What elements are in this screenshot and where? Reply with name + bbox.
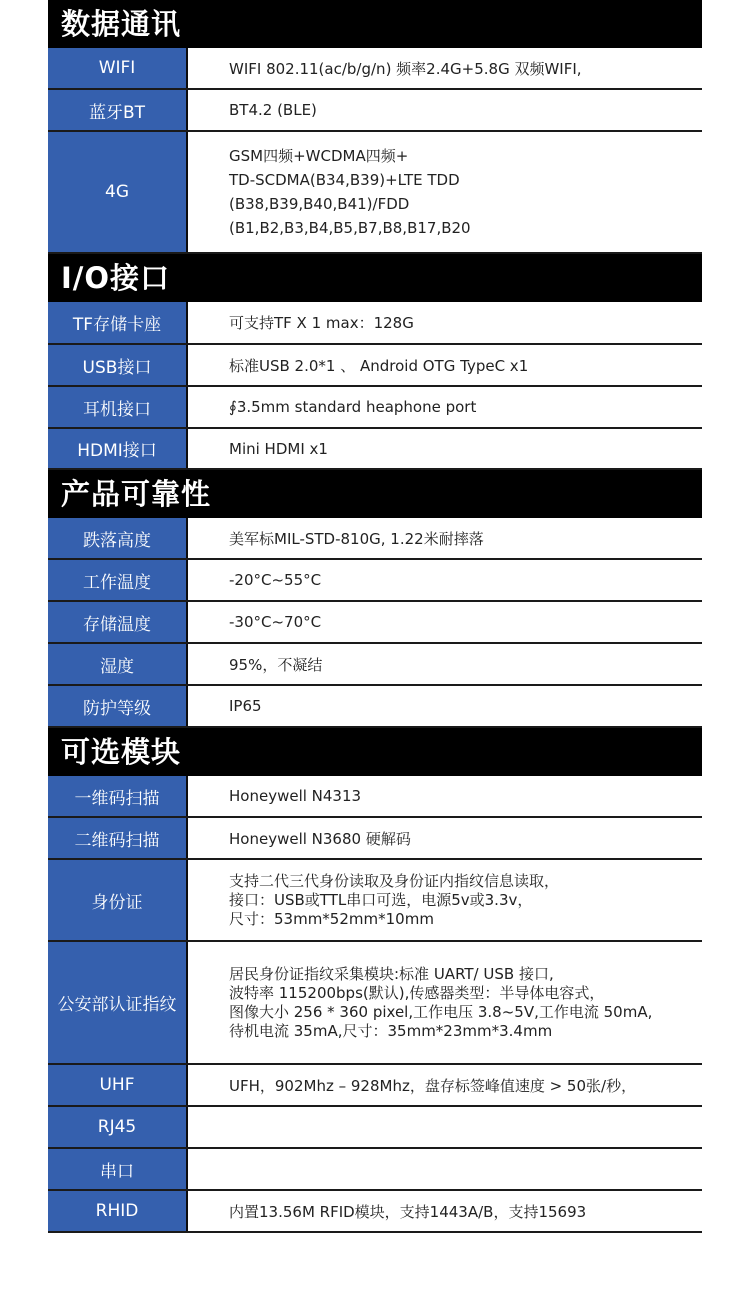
spec-label: 二维码扫描	[48, 818, 188, 858]
spec-label: 蓝牙BT	[48, 90, 188, 130]
spec-row	[48, 48, 702, 90]
spec-value-line: BT4.2 (BLE)	[229, 101, 317, 119]
spec-value	[229, 518, 696, 558]
spec-row	[48, 860, 702, 942]
spec-label: TF存储卡座	[48, 302, 188, 343]
spec-value-line: GSM四频+WCDMA四频+	[229, 147, 409, 165]
spec-value-line: 支持二代三代身份读取及身份证内指纹信息读取，	[229, 871, 560, 890]
spec-row	[48, 776, 702, 818]
spec-value	[229, 1191, 696, 1231]
spec-row	[48, 1065, 702, 1107]
spec-value	[229, 429, 696, 468]
spec-value	[229, 345, 696, 385]
spec-value	[229, 302, 696, 343]
spec-row	[48, 942, 702, 1065]
spec-value-line: 接口：USB或TTL串口可选，电源5v或3.3v，	[229, 890, 533, 909]
spec-label: RJ45	[48, 1107, 188, 1147]
spec-row	[48, 686, 702, 728]
spec-row	[48, 1149, 702, 1191]
spec-row	[48, 90, 702, 132]
spec-value	[229, 560, 696, 600]
spec-value	[229, 860, 696, 940]
spec-value	[229, 602, 696, 642]
spec-row	[48, 132, 702, 254]
spec-value-line: ∮3.5mm standard heaphone port	[229, 398, 477, 416]
spec-label: 4G	[48, 132, 188, 252]
spec-value	[229, 1149, 696, 1189]
spec-label: HDMI接口	[48, 429, 188, 468]
spec-label: RHID	[48, 1191, 188, 1231]
spec-value-line: -20°C~55°C	[229, 571, 322, 589]
spec-value	[229, 818, 696, 858]
spec-label: 公安部认证指纹	[48, 942, 188, 1063]
spec-value-line: -30°C~70°C	[229, 613, 322, 631]
section-title: 数据通讯	[48, 0, 702, 48]
spec-value-line: 居民身份证指纹采集模块:标准 UART/ USB 接口,	[229, 964, 554, 983]
spec-label: WIFI	[48, 48, 188, 88]
spec-value-line: (B1,B2,B3,B4,B5,B7,B8,B17,B20	[229, 219, 471, 237]
spec-value	[229, 686, 696, 726]
spec-value-line: 待机电流 35mA,尺寸：35mm*23mm*3.4mm	[229, 1021, 553, 1040]
spec-row	[48, 302, 702, 345]
spec-value	[229, 776, 696, 816]
spec-value-line: 可支持TF X 1 max：128G	[229, 314, 414, 332]
spec-row	[48, 387, 702, 429]
spec-value	[229, 48, 696, 88]
spec-value-line: 95%，不凝结	[229, 655, 323, 674]
spec-row	[48, 602, 702, 644]
spec-label: 湿度	[48, 644, 188, 684]
spec-value-line: Mini HDMI x1	[229, 439, 328, 458]
spec-row	[48, 818, 702, 860]
spec-value-line: 波特率 115200bps(默认),传感器类型：半导体电容式，	[229, 983, 605, 1002]
spec-value-line: (B38,B39,B40,B41)/FDD	[229, 195, 410, 213]
spec-value	[229, 132, 696, 252]
spec-value-line: WIFI 802.11(ac/b/g/n) 频率2.4G+5.8G 双频WIFI,	[229, 59, 582, 78]
spec-row	[48, 518, 702, 560]
spec-value	[229, 387, 696, 427]
spec-label: 工作温度	[48, 560, 188, 600]
spec-label: UHF	[48, 1065, 188, 1105]
spec-label: 跌落高度	[48, 518, 188, 558]
spec-value-line: 图像大小 256 * 360 pixel,工作电压 3.8~5V,工作电流 50mA,	[229, 1002, 653, 1021]
spec-value-line: TD-SCDMA(B34,B39)+LTE TDD	[229, 171, 460, 189]
spec-label: 串口	[48, 1149, 188, 1189]
spec-value-line: UFH，902Mhz – 928Mhz，盘存标签峰值速度 > 50张/秒，	[229, 1076, 637, 1095]
spec-value-line: 标准USB 2.0*1 、 Android OTG TypeC x1	[229, 356, 529, 375]
spec-value-line: 美军标MIL-STD-810G, 1.22米耐摔落	[229, 529, 484, 548]
spec-row	[48, 429, 702, 470]
spec-value-line: Honeywell N3680 硬解码	[229, 829, 411, 848]
spec-value	[229, 644, 696, 684]
section-title: 可选模块	[48, 728, 702, 776]
spec-value-line: 尺寸：53mm*52mm*10mm	[229, 909, 434, 928]
spec-label: 耳机接口	[48, 387, 188, 427]
spec-label: USB接口	[48, 345, 188, 385]
spec-row	[48, 644, 702, 686]
spec-value-line: Honeywell N4313	[229, 787, 362, 805]
spec-row	[48, 560, 702, 602]
spec-value	[229, 90, 696, 130]
spec-label: 防护等级	[48, 686, 188, 726]
section-title: 产品可靠性	[48, 470, 702, 518]
spec-value	[229, 942, 696, 1063]
spec-value	[229, 1107, 696, 1147]
spec-value-line: IP65	[229, 697, 262, 715]
section-title: I/O接口	[48, 254, 702, 302]
spec-label: 一维码扫描	[48, 776, 188, 816]
spec-label: 存储温度	[48, 602, 188, 642]
spec-value	[229, 1065, 696, 1105]
spec-value-line: 内置13.56M RFID模块，支持1443A/B，支持15693	[229, 1202, 587, 1221]
spec-row	[48, 1107, 702, 1149]
spec-row	[48, 1191, 702, 1233]
spec-label: 身份证	[48, 860, 188, 940]
spec-row	[48, 345, 702, 387]
